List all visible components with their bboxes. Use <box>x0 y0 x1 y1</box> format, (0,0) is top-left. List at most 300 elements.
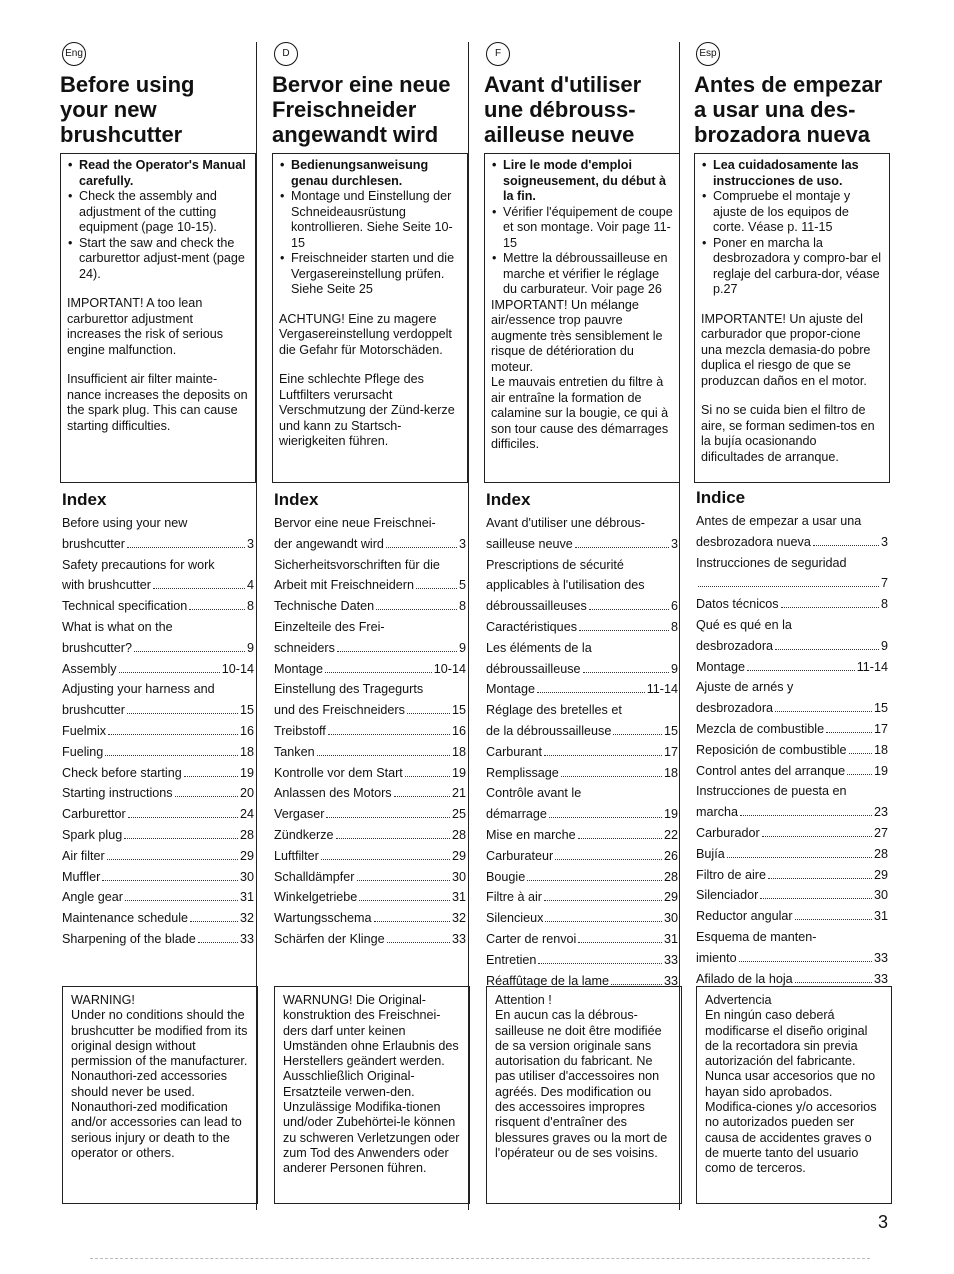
index-entry-label: débroussailleuse <box>486 661 581 676</box>
index-entry-label: Muffler <box>62 869 101 884</box>
index-entry-label: Les éléments de la <box>486 640 592 655</box>
index-entry <box>486 908 678 929</box>
index-entry-label: der angewandt wird <box>274 536 384 551</box>
index-entry-page: 28 <box>451 827 466 842</box>
index-entry <box>696 761 888 782</box>
index-leader-dots <box>317 755 450 756</box>
index-entry-label: Angle gear <box>62 890 123 905</box>
index-entry <box>62 742 254 763</box>
index-leader-dots <box>760 898 872 899</box>
index-entry-page: 11-14 <box>646 682 678 697</box>
index-entry-label: und des Freischneiders <box>274 703 405 718</box>
important-note: IMPORTANTE! Un ajuste del carburador que propor-cione una mezcla demasia-do pobre duplica el riesgo de que se produzcan daños en el motor. <box>701 311 871 388</box>
index-entry <box>486 513 678 534</box>
index-block <box>696 484 888 989</box>
index-heading: Indice <box>696 488 746 507</box>
index-entry <box>486 763 678 784</box>
index-entry-label: Zündkerze <box>274 827 334 842</box>
index-entry-label: Instrucciones de seguridad <box>696 555 847 570</box>
index-entry <box>274 804 466 825</box>
index-leader-dots <box>376 609 457 610</box>
index-entry <box>62 867 254 888</box>
index-entry-label: Qué es qué en la <box>696 617 792 632</box>
index-entry-label: Silenciador <box>696 888 759 903</box>
index-entry-page: 15 <box>873 701 888 716</box>
index-entry <box>62 575 254 596</box>
checklist-item: • Poner en marcha la desbrozadora y compro-bar el reglaje del carbura-dor, véase p.27 <box>701 236 883 298</box>
index-entry-label: desbrozadora <box>696 638 774 653</box>
index-entry-page: 30 <box>239 869 254 884</box>
section-title-line: Antes de empezar <box>694 72 883 97</box>
index-leader-dots <box>328 734 450 735</box>
index-entry-label: Montage <box>696 659 746 674</box>
index-entry-label: imiento <box>696 950 737 965</box>
index-entry <box>486 638 678 659</box>
index-entry-page: 32 <box>451 911 466 926</box>
section-title-line: une débrouss- <box>484 97 636 122</box>
index-entry-label: Schärfen der Klinge <box>274 931 385 946</box>
index-entry-label: de la débroussailleuse <box>486 723 612 738</box>
index-entry-page: 15 <box>663 723 678 738</box>
section-title <box>484 72 680 147</box>
maintenance-note: Insufficient air filter mainte-nance increases the deposits on the spark plug. This can cause starting difficulties. <box>67 372 248 433</box>
index-entry-label: Vergaser <box>274 807 325 822</box>
section-title-line: Avant d'utiliser <box>484 72 642 97</box>
index-entry-page: 29 <box>663 890 678 905</box>
index-entry <box>696 740 888 761</box>
index-entry-label: Bervor eine neue Freischnei- <box>274 516 436 530</box>
index-entry-label: Einstellung des Tragegurts <box>274 682 424 697</box>
section-title-line: Freischneider <box>272 97 417 122</box>
index-entry-label: sailleuse neuve <box>486 536 573 551</box>
checklist-item: • Start the saw and check the carburettor adjust-ment (page 24). <box>67 236 249 283</box>
index-entry <box>62 846 254 867</box>
index-entry <box>274 596 466 617</box>
index-entry-label: Reductor angular <box>696 909 793 924</box>
index-leader-dots <box>198 942 238 943</box>
index-leader-dots <box>416 588 457 589</box>
index-entry-page: 30 <box>451 869 466 884</box>
index-entry <box>62 513 254 534</box>
index-entry-label: Air filter <box>62 848 105 863</box>
important-note: IMPORTANT! A too lean carburettor adjustment increases the risk of serious engine malfunction. <box>67 296 224 357</box>
language-badge: F <box>486 42 510 66</box>
warning-box: WARNUNG! Die Original-konstruktion des Freischnei-ders darf unter keinen Umständen ohne Erlaubnis des Herstellers geändert werden. Ausschließlich Original-Ersatzteile verwen-den. Unzulässige Modifika-tionen und/oder Zubehörtei-le können zu schweren Verletzungen oder zum Tod des Anwenders oder anderer Personen führen. <box>274 986 470 1204</box>
index-entry-page: 32 <box>239 911 254 926</box>
index-entry-label: Reposición de combustible <box>696 742 847 757</box>
index-entry <box>274 575 466 596</box>
index-entry <box>486 721 678 742</box>
index-leader-dots <box>762 836 872 837</box>
index-entry <box>696 553 888 574</box>
index-entry-label: Assembly <box>62 661 117 676</box>
index-entry-label: Silencieux <box>486 911 544 926</box>
index-entry-page: 17 <box>873 721 888 736</box>
index-entry <box>696 885 888 906</box>
index-entry-label: Anlassen des Motors <box>274 786 392 801</box>
index-leader-dots <box>128 817 238 818</box>
index-entry-label: Luftfilter <box>274 848 319 863</box>
section-title-line: your new <box>60 97 157 122</box>
index-leader-dots <box>189 609 245 610</box>
index-entry-page: 19 <box>239 765 254 780</box>
index-entry-label: Kontrolle vor dem Start <box>274 765 403 780</box>
index-entry-page: 15 <box>239 703 254 718</box>
index-entry-label: Check before starting <box>62 765 182 780</box>
index-entry-page: 4 <box>246 578 254 593</box>
checklist-item: • Vérifier l'équipement de coupe et son montage. Voir page 11-15 <box>491 205 673 252</box>
index-entry-label: Arbeit mit Freischneidern <box>274 578 414 593</box>
index-entry-label: Réglage des bretelles et <box>486 703 622 718</box>
index-leader-dots <box>583 672 669 673</box>
index-entry-label: brushcutter <box>62 703 125 718</box>
index-entry-page: 8 <box>458 599 466 614</box>
index-list <box>486 513 678 991</box>
checklist-item: • Read the Operator's Manual carefully. <box>67 158 249 189</box>
index-entry-page: 24 <box>239 807 254 822</box>
index-entry-label: Spark plug <box>62 827 123 842</box>
important-note: ACHTUNG! Eine zu magere Vergasereinstellung verdoppelt die Gefahr für Motorschäden. <box>279 311 452 357</box>
index-entry <box>486 700 678 721</box>
index-entry-label: Sharpening of the blade <box>62 931 196 946</box>
index-entry-label: Prescriptions de sécurité <box>486 557 624 572</box>
index-leader-dots <box>768 878 872 879</box>
index-entry-page: 33 <box>239 931 254 946</box>
index-entry <box>696 865 888 886</box>
index-entry-label: Carburador <box>696 825 760 840</box>
index-leader-dots <box>527 880 662 881</box>
index-entry-page: 29 <box>239 848 254 863</box>
index-entry <box>274 534 466 555</box>
index-entry-label: Fueling <box>62 744 104 759</box>
index-leader-dots <box>545 921 662 922</box>
index-entry-page: 28 <box>873 846 888 861</box>
index-entry <box>486 783 678 804</box>
index-list <box>62 513 254 950</box>
index-entry-page: 16 <box>239 723 254 738</box>
index-entry-page: 22 <box>663 827 678 842</box>
index-entry-page: 17 <box>663 744 678 759</box>
index-entry-page: 3 <box>670 536 678 551</box>
index-entry-label: Afilado de la hoja <box>696 971 793 986</box>
index-entry <box>696 636 888 657</box>
section-title-line: ailleuse neuve <box>484 122 635 147</box>
index-leader-dots <box>337 651 457 652</box>
index-leader-dots <box>561 776 662 777</box>
index-leader-dots <box>826 732 872 733</box>
index-entry-label: desbrozadora nueva <box>696 534 811 549</box>
warning-box: WARNING! Under no conditions should the brushcutter be modified from its original design without permission of the manufacturer. Nonauthori-zed accessories should never be used. Nonauthori-zed modification and/or accessories can lead to serious injury or death to the operator or others. <box>62 986 258 1204</box>
page-top <box>0 0 954 40</box>
checklist-box <box>694 153 890 483</box>
index-entry <box>62 700 254 721</box>
index-entry-label: Esquema de manten- <box>696 929 817 944</box>
index-entry-label: Caractéristiques <box>486 619 577 634</box>
index-entry <box>486 617 678 638</box>
index-entry-label: Carburateur <box>486 848 554 863</box>
warning-box: Advertencia En ningún caso deberá modificarse el diseño original de la recortadora sin previa autorización del fabricante. Nunca usar accesorios que no hayan sido aprobados. Modifica-ciones y/o accesorios no autorizados pueden ser causa de accidentes graves o de muerte tanto del usuario como de terceros. <box>696 986 892 1204</box>
index-entry-page: 3 <box>246 536 254 551</box>
index-entry-page: 30 <box>873 888 888 903</box>
section-title-line: Bervor eine neue <box>272 72 451 97</box>
index-entry <box>696 719 888 740</box>
index-entry-label: Technical specification <box>62 599 188 614</box>
index-entry-label: Maintenance schedule <box>62 911 189 926</box>
index-leader-dots <box>849 753 872 754</box>
index-leader-dots <box>538 963 662 964</box>
index-entry-page: 9 <box>458 640 466 655</box>
index-entry <box>274 513 466 534</box>
index-entry-page: 31 <box>451 890 466 905</box>
index-entry <box>274 555 466 576</box>
index-leader-dots <box>775 649 879 650</box>
index-leader-dots <box>537 692 645 693</box>
index-entry-label: applicables à l'utilisation des <box>486 578 645 593</box>
index-entry <box>62 763 254 784</box>
index-entry-page: 18 <box>239 744 254 759</box>
language-badge: Esp <box>696 42 720 66</box>
index-entry <box>62 555 254 576</box>
index-entry-label: Wartungsschema <box>274 911 372 926</box>
index-entry-label: Montage <box>486 682 536 697</box>
index-entry-label: Remplissage <box>486 765 559 780</box>
index-entry <box>274 867 466 888</box>
language-column <box>694 42 890 483</box>
index-entry <box>696 927 888 948</box>
index-leader-dots <box>102 880 238 881</box>
index-entry-label: Bougie <box>486 869 526 884</box>
index-entry-label: Filtro de aire <box>696 867 766 882</box>
index-heading: Index <box>62 490 107 509</box>
index-list <box>696 511 888 989</box>
index-entry-page: 19 <box>663 807 678 822</box>
index-leader-dots <box>589 609 669 610</box>
index-leader-dots <box>578 838 662 839</box>
page-number: 3 <box>877 1212 888 1232</box>
index-entry <box>62 908 254 929</box>
index-entry <box>62 887 254 908</box>
page-bottom-edge <box>90 1258 870 1259</box>
index-entry-page: 31 <box>239 890 254 905</box>
index-leader-dots <box>108 734 238 735</box>
index-leader-dots <box>544 755 662 756</box>
index-entry-page: 25 <box>451 807 466 822</box>
index-entry <box>274 679 466 700</box>
index-leader-dots <box>727 857 872 858</box>
index-entry-page: 26 <box>663 848 678 863</box>
checklist-box <box>484 153 680 483</box>
index-leader-dots <box>321 859 450 860</box>
index-leader-dots <box>359 900 450 901</box>
index-entry <box>62 825 254 846</box>
index-block <box>486 486 678 991</box>
index-entry-label: Ajuste de arnés y <box>696 680 794 695</box>
index-entry-page: 19 <box>451 765 466 780</box>
index-leader-dots <box>374 921 450 922</box>
index-heading: Index <box>274 490 319 509</box>
index-entry-label: Control antes del arranque <box>696 763 846 778</box>
index-leader-dots <box>190 921 238 922</box>
checklist-box <box>60 153 256 483</box>
maintenance-note: Le mauvais entretien du filtre à air entraîne la formation de calamine sur la bougie, ce qui à son tour cause des démarrages difficiles. <box>491 375 669 451</box>
index-entry <box>486 950 678 971</box>
index-entry-label: Technische Daten <box>274 599 375 614</box>
index-entry-page: 30 <box>663 911 678 926</box>
checklist-item: • Mettre la débroussailleuse en marche et vérifier le réglage du carburateur. Voir page 26 <box>491 251 673 298</box>
index-entry-page: 6 <box>670 599 678 614</box>
index-entry <box>696 906 888 927</box>
important-note: IMPORTANT! Un mélange air/essence trop pauvre augmente très sensiblement le risque de détérioration du moteur. <box>491 297 663 374</box>
index-entry <box>696 573 888 594</box>
index-entry <box>274 846 466 867</box>
index-entry <box>696 781 888 802</box>
index-entry <box>62 534 254 555</box>
index-entry-label: Contrôle avant le <box>486 786 582 801</box>
index-entry <box>274 908 466 929</box>
index-leader-dots <box>153 588 245 589</box>
index-entry-label: Carburettor <box>62 807 126 822</box>
index-leader-dots <box>781 607 879 608</box>
checklist-item: • Freischneider starten und die Vergasereinstellung prüfen. Siehe Seite 25 <box>279 251 461 298</box>
maintenance-note: Si no se cuida bien el filtro de aire, se forman sedimen-tos en la bujía ocasionando dificultades de arranque. <box>701 403 875 464</box>
index-entry <box>62 617 254 638</box>
index-entry-label: Entretien <box>486 952 537 967</box>
index-heading: Index <box>486 490 531 509</box>
index-entry <box>486 555 678 576</box>
index-entry-label: brushcutter? <box>62 640 133 655</box>
index-entry <box>274 763 466 784</box>
index-entry-page: 5 <box>458 578 466 593</box>
index-entry <box>62 721 254 742</box>
index-entry <box>486 804 678 825</box>
language-column <box>60 42 256 483</box>
language-column <box>484 42 680 483</box>
index-entry <box>696 802 888 823</box>
index-leader-dots <box>795 982 872 983</box>
index-entry-page: 33 <box>451 931 466 946</box>
index-entry <box>274 617 466 638</box>
index-entry-page: 33 <box>873 971 888 986</box>
index-entry-page: 18 <box>873 742 888 757</box>
index-leader-dots <box>134 651 245 652</box>
index-entry <box>62 659 254 680</box>
section-title <box>60 72 256 147</box>
index-entry-label: Winkelgetriebe <box>274 890 358 905</box>
index-entry <box>696 532 888 553</box>
index-entry-page: 18 <box>663 765 678 780</box>
index-entry-label: Einzelteile des Frei- <box>274 619 385 634</box>
index-entry-page: 7 <box>880 576 888 591</box>
index-entry-page: 19 <box>873 763 888 778</box>
index-list <box>274 513 466 950</box>
index-leader-dots <box>407 713 450 714</box>
index-entry <box>486 887 678 908</box>
index-leader-dots <box>394 796 450 797</box>
index-entry-label: Montage <box>274 661 324 676</box>
index-entry-page: 11-14 <box>856 659 888 674</box>
index-entry-page: 18 <box>451 744 466 759</box>
index-entry-page: 31 <box>873 909 888 924</box>
index-entry-label: What is what on the <box>62 619 173 634</box>
index-entry <box>62 638 254 659</box>
index-entry <box>696 844 888 865</box>
index-entry <box>274 929 466 950</box>
maintenance-note: Eine schlechte Pflege des Luftfilters verursacht Verschmutzung der Zünd-kerze und kann zu Startsch-wierigkeiten führen. <box>279 372 455 448</box>
checklist-item: • Lire le mode d'emploi soigneusement, du début à la fin. <box>491 158 673 205</box>
index-entry-label: Filtre à air <box>486 890 542 905</box>
index-entry-page: 33 <box>663 973 678 988</box>
index-block <box>62 486 254 950</box>
section-title-line: Before using <box>60 72 195 97</box>
index-entry <box>274 638 466 659</box>
section-title-line: brushcutter <box>60 122 183 147</box>
index-leader-dots <box>127 713 238 714</box>
index-leader-dots <box>105 755 238 756</box>
index-entry-label: Carburant <box>486 744 543 759</box>
index-entry <box>274 700 466 721</box>
section-title <box>694 72 890 147</box>
index-entry <box>274 825 466 846</box>
index-entry <box>486 679 678 700</box>
index-entry <box>486 534 678 555</box>
index-entry <box>696 615 888 636</box>
index-entry <box>274 721 466 742</box>
index-entry <box>486 596 678 617</box>
index-entry <box>696 594 888 615</box>
index-entry <box>62 783 254 804</box>
index-entry-label: Réaffûtage de la lame <box>486 973 609 988</box>
index-leader-dots <box>107 859 238 860</box>
index-leader-dots <box>611 984 662 985</box>
index-entry-label: schneiders <box>274 640 335 655</box>
index-entry-page: 21 <box>451 786 466 801</box>
index-entry-page: 29 <box>873 867 888 882</box>
index-leader-dots <box>578 942 662 943</box>
index-entry-label: Datos técnicos <box>696 597 779 612</box>
index-leader-dots <box>127 547 245 548</box>
index-leader-dots <box>386 547 457 548</box>
index-entry-page: 23 <box>873 805 888 820</box>
index-entry-label: Antes de empezar a usar una <box>696 514 862 528</box>
index-entry <box>486 659 678 680</box>
index-entry <box>62 804 254 825</box>
index-entry-label: marcha <box>696 805 738 820</box>
index-entry <box>486 825 678 846</box>
index-entry <box>62 929 254 950</box>
index-leader-dots <box>326 817 450 818</box>
section-title-line: angewandt wird <box>272 122 439 147</box>
checklist-item: • Compruebe el montaje y ajuste de los equipos de corte. Véase p. 11-15 <box>701 189 883 236</box>
index-leader-dots <box>740 815 872 816</box>
index-entry-label: débroussailleuses <box>486 599 587 614</box>
index-entry-label: Fuelmix <box>62 723 107 738</box>
index-entry <box>486 867 678 888</box>
index-entry-label: Sicherheitsvorschriften für die <box>274 557 440 572</box>
checklist-item: • Bedienungsanweisung genau durchlesen. <box>279 158 461 189</box>
index-entry <box>62 596 254 617</box>
index-leader-dots <box>405 776 450 777</box>
index-leader-dots <box>813 545 879 546</box>
warning-box: Attention ! En aucun cas la débrous-sailleuse ne doit être modifiée de sa version originale sans autorisation du fabricant. Ne pas utiliser d'accessoires non agréés. Des modification ou des accessoires impropres risquent d'entraîner des blessures graves ou la mort de l'opérateur ou de ses voisins. <box>486 986 682 1204</box>
language-column <box>272 42 468 483</box>
index-entry-label: Mise en marche <box>486 827 576 842</box>
index-entry-page: 10-14 <box>221 661 254 676</box>
index-leader-dots <box>555 859 662 860</box>
checklist-item: • Montage und Einstellung der Schneideausrüstung kontrollieren. Siehe Seite 10-15 <box>279 189 461 251</box>
index-leader-dots <box>795 919 872 920</box>
index-leader-dots <box>184 776 238 777</box>
index-leader-dots <box>847 774 872 775</box>
